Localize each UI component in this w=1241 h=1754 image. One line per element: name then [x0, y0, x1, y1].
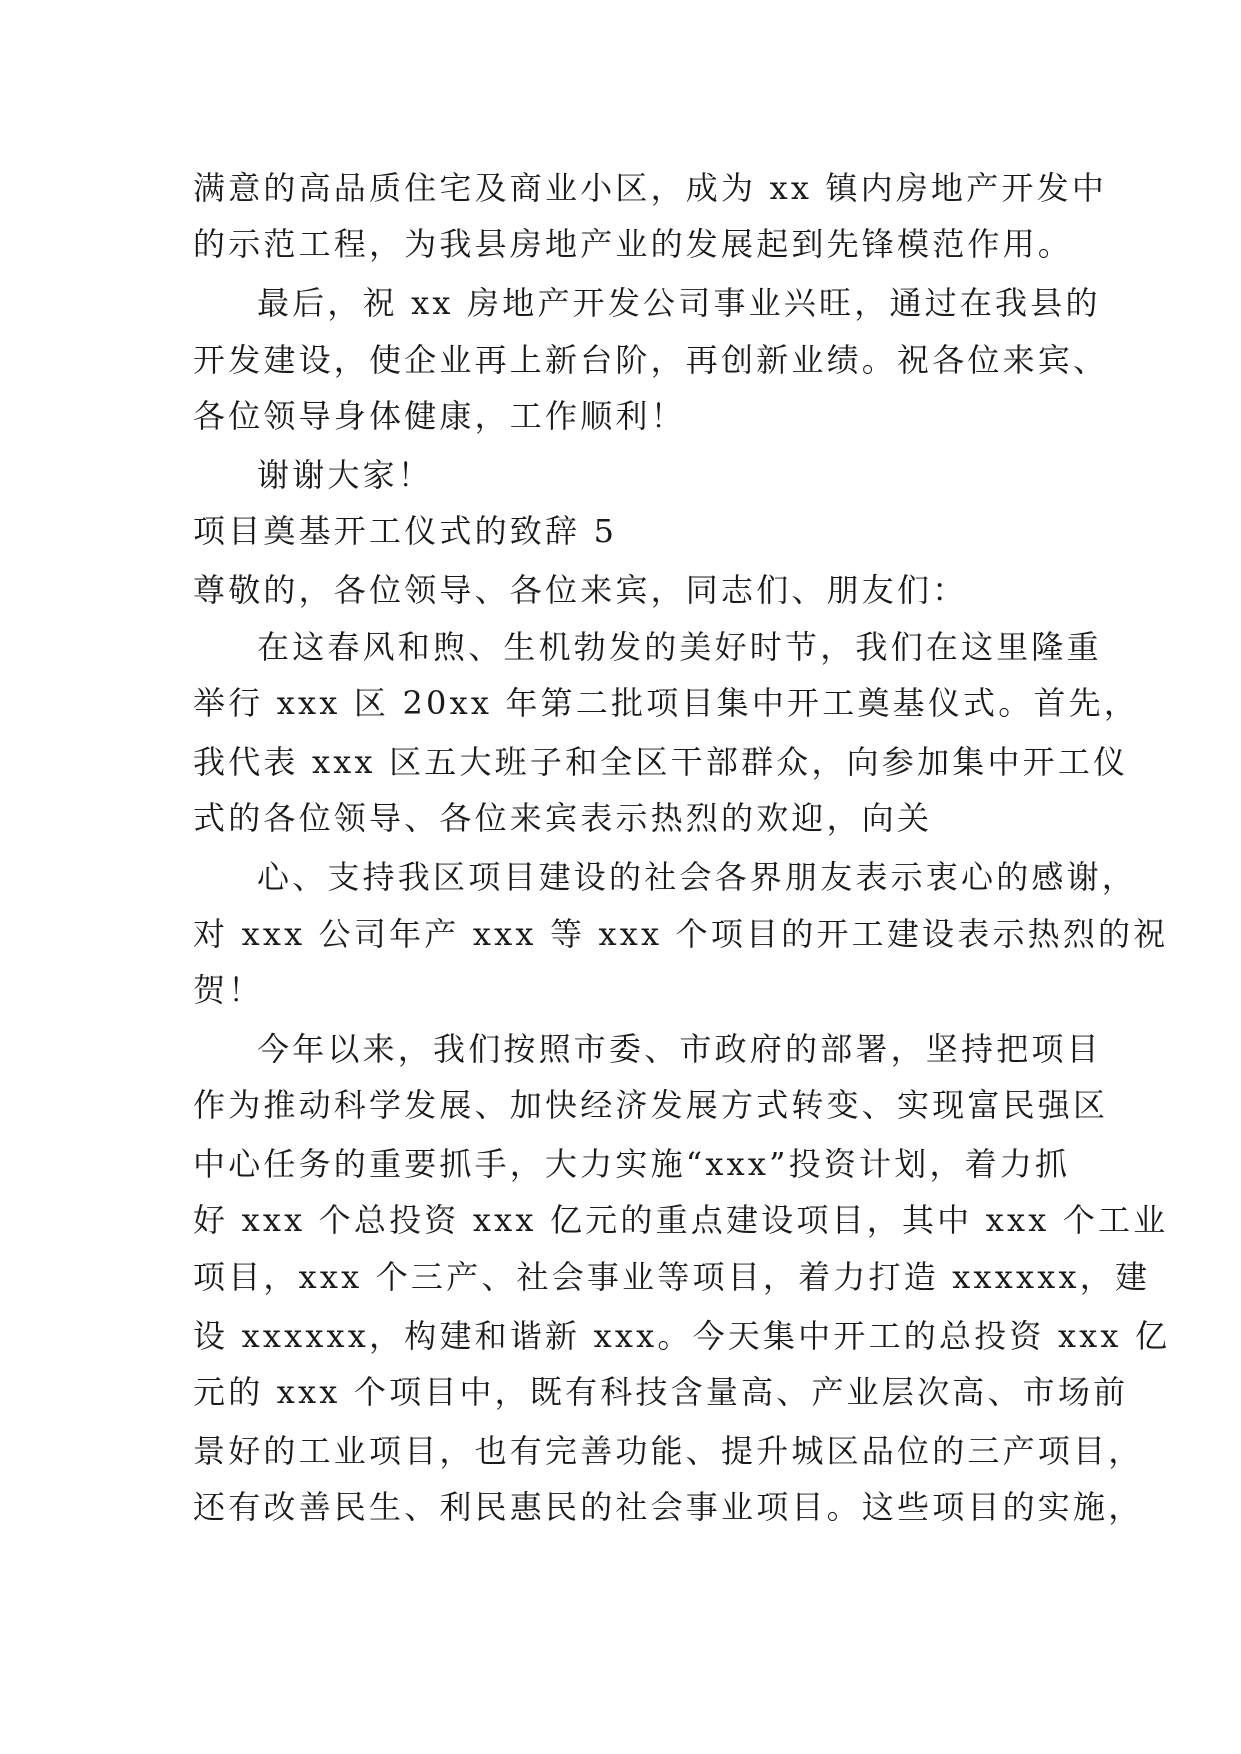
body-text-line: 的示范工程，为我县房地产业的发展起到先锋模范作用。	[193, 225, 1074, 263]
body-text-line: 对 xxx 公司年产 xxx 等 xxx 个项目的开工建设表示热烈的祝	[193, 915, 1169, 953]
body-text-line: 满意的高品质住宅及商业小区，成为 xx 镇内房地产开发中	[193, 169, 1108, 207]
body-text-line: 各位领导身体健康，工作顺利！	[193, 397, 686, 435]
body-text-line: 中心任务的重要抓手，大力实施“xxx”投资计划，着力抓	[193, 1145, 1071, 1183]
body-text-line: 设 xxxxxx，构建和谐新 xxx。今天集中开工的总投资 xxx 亿	[193, 1317, 1171, 1355]
body-text-line: 谢谢大家！	[257, 456, 434, 494]
body-text-line: 景好的工业项目，也有完善功能、提升城区品位的三产项目，	[193, 1432, 1144, 1470]
body-text-line: 在这春风和煦、生机勃发的美好时节，我们在这里隆重	[257, 628, 1102, 666]
body-text-line: 式的各位领导、各位来宾表示热烈的欢迎，向关	[193, 799, 933, 837]
body-text-line: 作为推动科学发展、加快经济发展方式转变、实现富民强区	[193, 1086, 1109, 1124]
body-text-line: 好 xxx 个总投资 xxx 亿元的重点建设项目，其中 xxx 个工业	[193, 1201, 1169, 1239]
body-text-line: 最后，祝 xx 房地产开发公司事业兴旺，通过在我县的	[257, 284, 1101, 322]
body-text-line: 元的 xxx 个项目中，既有科技含量高、产业层次高、市场前	[193, 1373, 1129, 1411]
body-text-line: 今年以来，我们按照市委、市政府的部署，坚持把项目	[257, 1030, 1102, 1068]
body-text-line: 开发建设，使企业再上新台阶，再创新业绩。祝各位来宾、	[193, 341, 1109, 379]
body-text-line: 心、支持我区项目建设的社会各界朋友表示衷心的感谢，	[257, 858, 1138, 896]
body-text-line: 我代表 xxx 区五大班子和全区干部群众，向参加集中开工仪	[193, 743, 1129, 781]
body-text-line: 贺！	[193, 971, 264, 1009]
body-text-line: 举行 xxx 区 20xx 年第二批项目集中开工奠基仪式。首先，	[193, 684, 1140, 722]
salutation-line: 尊敬的，各位领导、各位来宾，同志们、朋友们：	[193, 571, 968, 609]
body-text-line: 还有改善民生、利民惠民的社会事业项目。这些项目的实施，	[193, 1488, 1144, 1526]
section-heading: 项目奠基开工仪式的致辞 5	[193, 512, 618, 550]
body-text-line: 项目，xxx 个三产、社会事业等项目，着力打造 xxxxxx，建	[193, 1258, 1151, 1296]
